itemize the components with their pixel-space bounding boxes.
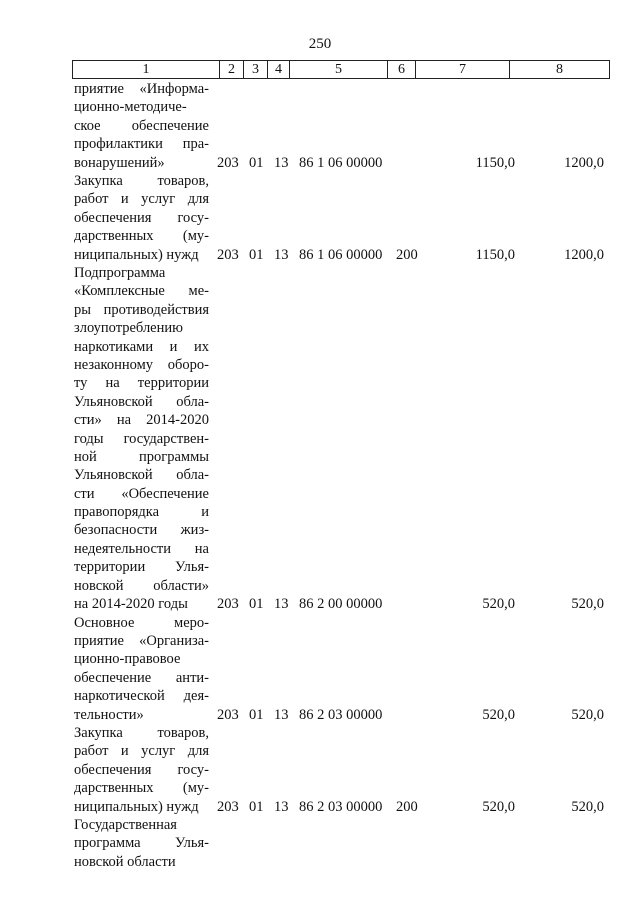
expense-type-code: 200 — [396, 246, 418, 263]
row-name-line: вонарушений» — [74, 154, 165, 171]
subsection-code: 13 — [274, 154, 289, 171]
row-name-line: дарственных (му- — [74, 780, 209, 797]
row-name-line: правопорядка и — [74, 504, 209, 521]
admin-code: 203 — [217, 596, 239, 613]
row-name-line: дарственных (му- — [74, 228, 209, 245]
subsection-code: 13 — [274, 798, 289, 815]
row-name-line: Закупка товаров, — [74, 173, 209, 189]
row-name-line: ское обеспечение — [74, 117, 209, 134]
row-name-line: ниципальных) нужд — [74, 798, 199, 815]
row-name-line: недеятельности на — [74, 540, 209, 557]
amount-year-2: 1200,0 — [564, 154, 604, 171]
section-code: 01 — [249, 154, 264, 171]
row-name-line: Ульяновской обла- — [74, 467, 209, 484]
amount-year-2: 1200,0 — [564, 246, 604, 263]
row-name-line: Закупка товаров, — [74, 725, 209, 741]
header-col-8: 8 — [556, 62, 563, 77]
target-article-code: 86 1 06 00000 — [299, 154, 383, 171]
row-name-line: ниципальных) нужд — [74, 246, 199, 263]
row-name-line: ры противодействия — [74, 301, 209, 318]
row-name-line: незаконному оборо- — [74, 356, 209, 373]
amount-year-2: 520,0 — [571, 798, 604, 815]
amount-year-2: 520,0 — [571, 706, 604, 723]
row-name-line: наркотической дея- — [74, 688, 209, 705]
row-name-line: приятие «Информа- — [74, 81, 209, 97]
row-name — [74, 724, 209, 816]
amount-year-1: 520,0 — [482, 798, 515, 815]
row-name — [74, 816, 209, 871]
row-name-line: Государственная — [74, 817, 177, 833]
subsection-code: 13 — [274, 706, 289, 723]
section-code: 01 — [249, 798, 264, 815]
table-row — [0, 80, 640, 172]
expense-type-code: 200 — [396, 798, 418, 815]
admin-code: 203 — [217, 706, 239, 723]
section-code: 01 — [249, 596, 264, 613]
row-name-line: наркотиками и их — [74, 338, 209, 355]
header-col-4: 4 — [268, 61, 290, 78]
row-name-line: сти» на 2014-2020 — [74, 412, 209, 429]
page-number: 250 — [308, 36, 332, 52]
table-row — [0, 172, 640, 264]
admin-code: 203 — [217, 246, 239, 263]
row-name-line: обеспечение анти- — [74, 669, 209, 686]
table-row — [0, 614, 640, 724]
admin-code: 203 — [217, 798, 239, 815]
row-name-line: программа Улья- — [74, 835, 209, 852]
row-name-line: ной программы — [74, 448, 209, 465]
row-name-line: ту на территории — [74, 375, 209, 392]
amount-year-1: 1150,0 — [475, 246, 515, 263]
table-row — [0, 724, 640, 816]
row-name-line: приятие «Организа- — [74, 632, 209, 649]
target-article-code: 86 1 06 00000 — [299, 246, 383, 263]
row-name-line: новской области — [74, 853, 176, 870]
amount-year-1: 520,0 — [482, 596, 515, 613]
row-name-line: профилактики пра- — [74, 136, 209, 153]
admin-code: 203 — [217, 154, 239, 171]
row-name — [74, 264, 209, 613]
row-name — [74, 80, 209, 172]
row-name-line: новской области» — [74, 577, 209, 594]
row-name-line: на 2014-2020 годы — [74, 596, 188, 613]
row-name-line: Подпрограмма — [74, 265, 166, 281]
row-name-line: годы государствен- — [74, 430, 209, 447]
table-header — [72, 60, 610, 79]
header-col-6: 6 — [388, 61, 416, 78]
header-col-1: 1 — [73, 61, 220, 78]
target-article-code: 86 2 03 00000 — [299, 798, 383, 815]
header-col-2: 2 — [220, 61, 244, 78]
header-col-7: 7 — [416, 61, 510, 78]
target-article-code: 86 2 00 00000 — [299, 596, 383, 613]
row-name-line: безопасности жиз- — [74, 522, 209, 539]
row-name-line: злоупотреблению — [74, 320, 183, 337]
subsection-code: 13 — [274, 596, 289, 613]
subsection-code: 13 — [274, 246, 289, 263]
row-name-line: территории Улья- — [74, 559, 209, 576]
table-row — [0, 816, 640, 871]
row-name-line: работ и услуг для — [74, 191, 209, 208]
amount-year-1: 520,0 — [482, 706, 515, 723]
table-row — [0, 264, 640, 614]
row-name-line: обеспечения госу- — [74, 209, 209, 226]
section-code: 01 — [249, 706, 264, 723]
row-name-line: ционно-методиче- — [74, 99, 187, 116]
row-name — [74, 172, 209, 264]
amount-year-2: 520,0 — [571, 596, 604, 613]
row-name-line: сти «Обеспечение — [74, 485, 209, 502]
section-code: 01 — [249, 246, 264, 263]
row-name-line: «Комплексные ме- — [74, 283, 209, 300]
header-col-3: 3 — [244, 61, 268, 78]
row-name-line: обеспечения госу- — [74, 761, 209, 778]
row-name-line: Основное меро- — [74, 614, 209, 631]
row-name — [74, 614, 209, 724]
row-name-line: Ульяновской обла- — [74, 393, 209, 410]
target-article-code: 86 2 03 00000 — [299, 706, 383, 723]
row-name-line: работ и услуг для — [74, 743, 209, 760]
header-col-5: 5 — [290, 61, 388, 78]
amount-year-1: 1150,0 — [475, 154, 515, 171]
row-name-line: ционно-правовое — [74, 651, 181, 668]
row-name-line: тельности» — [74, 706, 144, 723]
